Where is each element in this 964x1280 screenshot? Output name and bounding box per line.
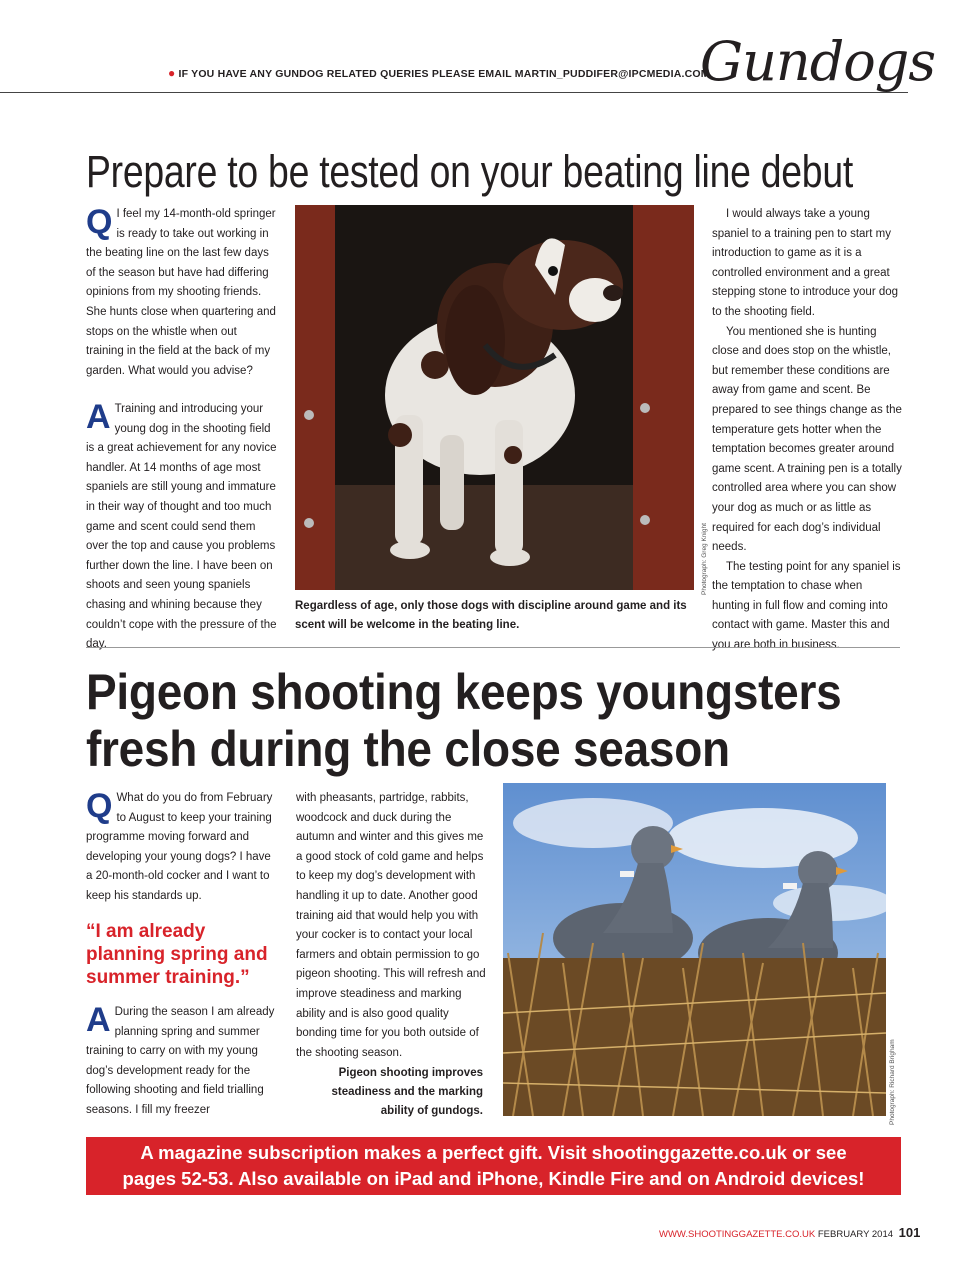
springer-spaniel-photo <box>295 205 694 590</box>
article2-middle-column: with pheasants, partridge, rabbits, woodcock and duck during the autumn and winter and this gives me a good stock of cold game and helps to keep my dog’s development with handling it up to date. Another good training aid that would help you with your cocker is to contact your local farmers and obtain permission to go pigeon shooting. This will refresh and improve steadiness and marking ability and is also good quality bonding time for you both outside of the shooting season. <box>296 792 486 1059</box>
photo1-credit-label: Photograph: Greg Knight <box>701 523 708 595</box>
question-drop-cap: Q <box>86 787 113 825</box>
article1-caption: Regardless of age, only those dogs with discipline around game and its scent will be welcome in the beating line. <box>295 600 687 631</box>
article1-right-column <box>712 205 902 656</box>
header-note <box>168 66 710 80</box>
article2-headline <box>86 664 841 778</box>
subscription-banner[interactable] <box>86 1137 901 1195</box>
page-footer <box>659 1225 920 1240</box>
article1-answer <box>86 400 278 655</box>
header-divider <box>0 92 908 93</box>
answer-drop-cap: A <box>86 1001 111 1039</box>
pull-quote: “I am already planning spring and summer training.” <box>86 921 268 988</box>
article2-caption: Pigeon shooting improves steadiness and the marking ability of gundogs. <box>331 1067 483 1117</box>
photo2-credit: Photograph: Richard Brigham <box>889 1039 896 1125</box>
page-number: 101 <box>898 1225 921 1240</box>
answer-drop-cap: A <box>86 398 111 436</box>
header-note-text: IF YOU HAVE ANY GUNDOG RELATED QUERIES PLEASE EMAIL MARTIN_PUDDIFER@IPCMEDIA.COM <box>178 68 710 80</box>
question-drop-cap: Q <box>86 203 113 241</box>
article2-question-text: What do you do from February to August to keep your training programme moving forward and developing your young dogs? I have a 20-month-old cocker and I want to keep his standards up. <box>86 792 273 902</box>
bullet-dot-icon: ● <box>168 66 176 80</box>
banner-line2: pages 52-53. Also available on iPad and iPhone, Kindle Fire and on Android devices! <box>122 1168 865 1189</box>
article1-right-paragraph: The testing point for any spaniel is the temptation to chase when hunting in full flow and coming into contact with game. Master this and you are both in business. <box>712 560 901 652</box>
article1-right-paragraph: You mentioned she is hunting close and does stop on the whistle, but remember these conditions are away from game and scent. Be prepared to see things change as the temperature gets hotter when the temptation becomes greater around game scent. A training pen is a totally controlled area where you can show your dog as much or as little as required for each dog’s individual needs. <box>712 325 902 554</box>
article1-question <box>86 205 276 381</box>
article2-answer <box>86 1003 278 1121</box>
pigeon-decoys-photo <box>503 783 886 1116</box>
article2-question <box>86 789 278 907</box>
article2-headline-line2: fresh during the close season <box>86 721 730 777</box>
article1-answer-text: Training and introducing your young dog in the shooting field is a great achievement for any novice handler. At 14 months of age most spaniels are still young and immature in their way of thought and too much game and scent could send them over the top and cause you problems further down the line. I have been on shoots and seen young spaniels chasing and whining because they couldn’t cope with the pressure of the day. <box>86 403 277 651</box>
article1-right-paragraph: I would always take a young spaniel to a training pen to start my introduction to game as it is a controlled environment and a great stepping stone to introduce your dog to the shooting field. <box>712 208 899 318</box>
footer-date: FEBRUARY 2014 <box>817 1229 894 1240</box>
article-divider <box>86 647 900 648</box>
article1-question-text: I feel my 14-month-old springer is ready to take out working in the beating line on the last few days of the season but have had differing opinions from my shooting friends. She hunts close when quartering and stops on the whistle when out training in the field at the back of my garden. What would you advise? <box>86 208 276 377</box>
article1-headline: Prepare to be tested on your beating line debut <box>86 146 853 197</box>
footer-url[interactable]: WWW.SHOOTINGGAZETTE.CO.UK <box>659 1229 816 1240</box>
article2-headline-line1: Pigeon shooting keeps youngsters <box>86 664 842 720</box>
banner-line1: A magazine subscription makes a perfect gift. Visit shootinggazette.co.uk or see <box>140 1142 847 1163</box>
section-title: Gundogs <box>700 30 936 93</box>
article2-answer-text: During the season I am already planning spring and summer training to carry on with my young dog’s development ready for the following shooting and field trialling seasons. I fill my freezer <box>86 1006 275 1116</box>
